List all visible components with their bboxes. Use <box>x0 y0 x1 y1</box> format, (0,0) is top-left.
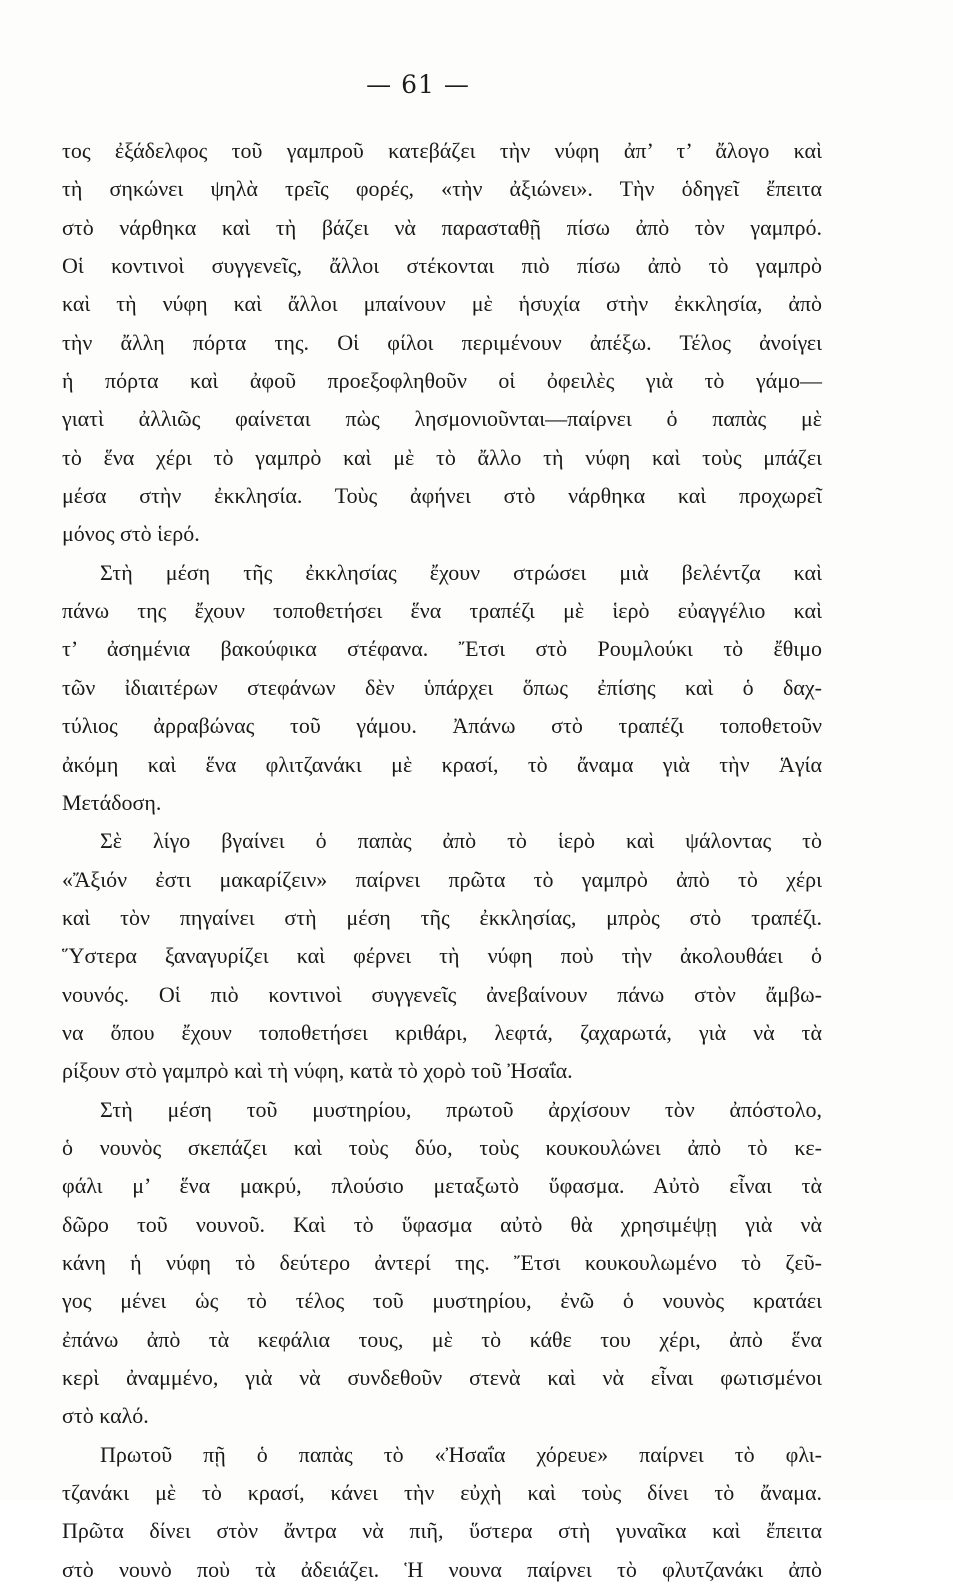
text-line: ἐπάνω ἀπὸ τὰ κεφάλια τους, μὲ τὸ κάθε του χέρι, ἀπὸ ἕνα <box>62 1326 822 1352</box>
text-line: Σὲ λίγο βγαίνει ὁ παπὰς ἀπὸ τὸ ἱερὸ καὶ ψάλοντας τὸ <box>100 828 822 854</box>
text-line: καὶ τὸν πηγαίνει στὴ μέση τῆς ἐκκλησίας, μπρὸς στὸ τραπέζι. <box>62 904 822 930</box>
text-line: τὴ σηκώνει ψηλὰ τρεῖς φορές, «τὴν ἀξιώνει». Τὴν ὁδηγεῖ ἔπειτα <box>62 176 822 202</box>
text-line: τζανάκι μὲ τὸ κρασί, κάνει τὴν εὐχὴ καὶ τοὺς δίνει τὸ ἄναμα. <box>62 1480 822 1506</box>
text-line: στὸ νάρθηκα καὶ τὴ βάζει νὰ παρασταθῇ πίσω ἀπὸ τὸν γαμπρό. <box>62 214 822 240</box>
text-line: ἀκόμη καὶ ἕνα φλιτζανάκι μὲ κρασί, τὸ ἄναμα γιὰ τὴν Ἁγία <box>62 751 822 777</box>
text-line: κάνη ἡ νύφη τὸ δεύτερο ἀντερί της. Ἔτσι κουκουλωμένο τὸ ζεῦ- <box>62 1249 822 1275</box>
text-line: να ὅπου ἔχουν τοποθετήσει κριθάρι, λεφτά, ζαχαρωτά, γιὰ νὰ τὰ <box>62 1019 822 1045</box>
text-line: νουνός. Οἱ πιὸ κοντινοὶ συγγενεῖς ἀνεβαίνουν πάνω στὸν ἄμβω- <box>62 981 822 1007</box>
text-line: τὸ ἕνα χέρι τὸ γαμπρὸ καὶ μὲ τὸ ἄλλο τὴ νύφη καὶ τοὺς μπάζει <box>62 444 822 470</box>
text-line: καὶ τὴ νύφη καὶ ἄλλοι μπαίνουν μὲ ἡσυχία στὴν ἐκκλησία, ἀπὸ <box>62 291 822 317</box>
text-line: Στὴ μέση τοῦ μυστηρίου, πρωτοῦ ἀρχίσουν τὸν ἀπόστολο, <box>100 1096 822 1122</box>
text-line: γος μένει ὡς τὸ τέλος τοῦ μυστηρίου, ἐνῶ ὁ νουνὸς κρατάει <box>62 1288 822 1314</box>
text-line: Οἱ κοντινοὶ συγγενεῖς, ἄλλοι στέκονται πιὸ πίσω ἀπὸ τὸ γαμπρὸ <box>62 253 822 279</box>
text-line: γιατὶ ἀλλιῶς φαίνεται πὼς λησμονιοῦνται—παίρνει ὁ παπὰς μὲ <box>62 406 822 432</box>
text-line: μέσα στὴν ἐκκλησία. Τοὺς ἀφήνει στὸ νάρθηκα καὶ προχωρεῖ <box>62 483 822 509</box>
text-line: Στὴ μέση τῆς ἐκκλησίας ἔχουν στρώσει μιὰ βελέντζα καὶ <box>100 559 822 585</box>
text-line: Ὕστερα ξαναγυρίζει καὶ φέρνει τὴ νύφη ποὺ τὴν ἀκολουθάει ὁ <box>62 943 822 969</box>
text-line: μόνος στὸ ἱερό. <box>62 521 200 547</box>
text-line: πάνω της ἔχουν τοποθετήσει ἕνα τραπέζι μὲ ἱερὸ εὐαγγέλιο καὶ <box>62 598 822 624</box>
text-line: στὸ καλό. <box>62 1403 149 1429</box>
text-line: τὴν ἄλλη πόρτα της. Οἱ φίλοι περιμένουν ἀπέξω. Τέλος ἀνοίγει <box>62 329 822 355</box>
body-text <box>62 132 822 1589</box>
text-line: «Ἄξιόν ἐστι μακαρίζειν» παίρνει πρῶτα τὸ γαμπρὸ ἀπὸ τὸ χέρι <box>62 866 822 892</box>
page-number: — 61 — <box>366 70 470 99</box>
text-line: δῶρο τοῦ νουνοῦ. Καὶ τὸ ὕφασμα αὐτὸ θὰ χρησιμέψῃ γιὰ νὰ <box>62 1211 822 1237</box>
text-line: τος ἐξάδελφος τοῦ γαμπροῦ κατεβάζει τὴν νύφη ἀπ’ τ’ ἄλογο καὶ <box>62 138 822 163</box>
text-line: Μετάδοση. <box>62 789 162 815</box>
text-line: στὸ νουνὸ ποὺ τὰ ἀδειάζει. Ἡ νουνα παίρνει τὸ φλυτζανάκι ἀπὸ <box>62 1556 822 1582</box>
text-line: Πρῶτα δίνει στὸν ἄντρα νὰ πιῆ, ὕστερα στὴ γυναῖκα καὶ ἔπειτα <box>62 1518 822 1544</box>
text-line: τῶν ἰδιαιτέρων στεφάνων δὲν ὑπάρχει ὅπως ἐπίσης καὶ ὁ δαχ- <box>62 674 822 700</box>
text-line: φάλι μ’ ἕνα μακρύ, πλούσιο μεταξωτὸ ὕφασμα. Αὐτὸ εἶναι τὰ <box>62 1173 822 1199</box>
text-line: ὁ νουνὸς σκεπάζει καὶ τοὺς δύο, τοὺς κουκουλώνει ἀπὸ τὸ κε- <box>62 1134 822 1160</box>
text-line: ἡ πόρτα καὶ ἀφοῦ προεξοφληθοῦν οἱ ὀφειλὲς γιὰ τὸ γάμο— <box>62 368 822 394</box>
text-line: τύλιος ἀρραβώνας τοῦ γάμου. Ἀπάνω στὸ τραπέζι τοποθετοῦν <box>62 713 822 739</box>
text-line: Πρωτοῦ πῇ ὁ παπὰς τὸ «Ἠσαΐα χόρευε» παίρνει τὸ φλι- <box>100 1441 822 1467</box>
text-line: τ’ ἀσημένια βακούφικα στέφανα. Ἔτσι στὸ Ρουμλούκι τὸ ἔθιμο <box>62 636 822 662</box>
text-line: ρίξουν στὸ γαμπρὸ καὶ τὴ νύφη, κατὰ τὸ χορὸ τοῦ Ἠσαΐα. <box>62 1058 573 1084</box>
text-line: κερὶ ἀναμμένο, γιὰ νὰ συνδεθοῦν στενὰ καὶ νὰ εἶναι φωτισμένοι <box>62 1365 822 1390</box>
